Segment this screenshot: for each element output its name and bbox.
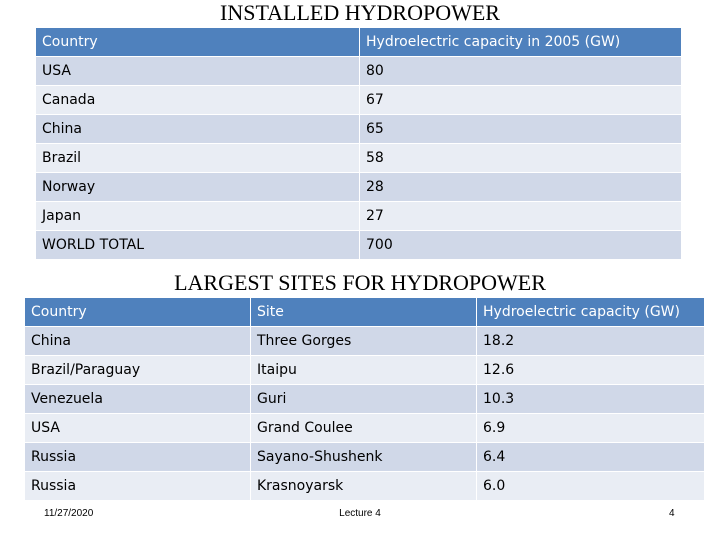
table-row: [36, 115, 682, 144]
table-row: [36, 202, 682, 231]
country-cell: Japan: [36, 202, 360, 231]
site-cell: Sayano-Shushenk: [251, 443, 477, 472]
site-cell: Guri: [251, 385, 477, 414]
country-cell: Brazil: [36, 144, 360, 173]
column-header-capacity-2005: Hydroelectric capacity in 2005 (GW): [360, 28, 682, 57]
country-cell: Venezuela: [25, 385, 251, 414]
capacity-cell: 67: [360, 86, 682, 115]
column-header-capacity: Hydroelectric capacity (GW): [477, 298, 705, 327]
table-row: [25, 472, 705, 501]
capacity-cell: 12.6: [477, 356, 705, 385]
capacity-cell: 27: [360, 202, 682, 231]
footer-lecture-label: Lecture 4: [339, 508, 381, 519]
capacity-cell: 65: [360, 115, 682, 144]
capacity-cell: 6.4: [477, 443, 705, 472]
country-cell: Brazil/Paraguay: [25, 356, 251, 385]
site-cell: Itaipu: [251, 356, 477, 385]
column-header-country: Country: [25, 298, 251, 327]
country-cell: Russia: [25, 443, 251, 472]
country-cell: USA: [25, 414, 251, 443]
largest-sites-title: LARGEST SITES FOR HYDROPOWER: [174, 270, 546, 295]
table-row: [36, 173, 682, 202]
capacity-cell: 10.3: [477, 385, 705, 414]
column-header-site: Site: [251, 298, 477, 327]
country-cell: Canada: [36, 86, 360, 115]
country-cell: Norway: [36, 173, 360, 202]
largest-sites-table: [24, 297, 705, 501]
country-cell: China: [25, 327, 251, 356]
table-row: [25, 356, 705, 385]
installed-hydropower-table: [35, 27, 682, 260]
table-header-row: [25, 298, 705, 327]
table-row: [25, 327, 705, 356]
column-header-country: Country: [36, 28, 360, 57]
capacity-cell: 6.0: [477, 472, 705, 501]
capacity-cell: 58: [360, 144, 682, 173]
table-header-row: [36, 28, 682, 57]
country-cell: Russia: [25, 472, 251, 501]
footer-page-number: 4: [669, 508, 675, 519]
installed-hydropower-title: INSTALLED HYDROPOWER: [220, 0, 500, 25]
site-cell: Grand Coulee: [251, 414, 477, 443]
table-row: [25, 385, 705, 414]
country-cell: China: [36, 115, 360, 144]
table-row: [25, 443, 705, 472]
capacity-cell: 18.2: [477, 327, 705, 356]
footer-date: 11/27/2020: [44, 508, 94, 519]
capacity-cell: 700: [360, 231, 682, 260]
table-row: [25, 414, 705, 443]
site-cell: Krasnoyarsk: [251, 472, 477, 501]
country-cell: WORLD TOTAL: [36, 231, 360, 260]
site-cell: Three Gorges: [251, 327, 477, 356]
table-row: [36, 144, 682, 173]
capacity-cell: 28: [360, 173, 682, 202]
table-row: [36, 57, 682, 86]
capacity-cell: 6.9: [477, 414, 705, 443]
country-cell: USA: [36, 57, 360, 86]
table-row: [36, 86, 682, 115]
table-row-total: [36, 231, 682, 260]
capacity-cell: 80: [360, 57, 682, 86]
